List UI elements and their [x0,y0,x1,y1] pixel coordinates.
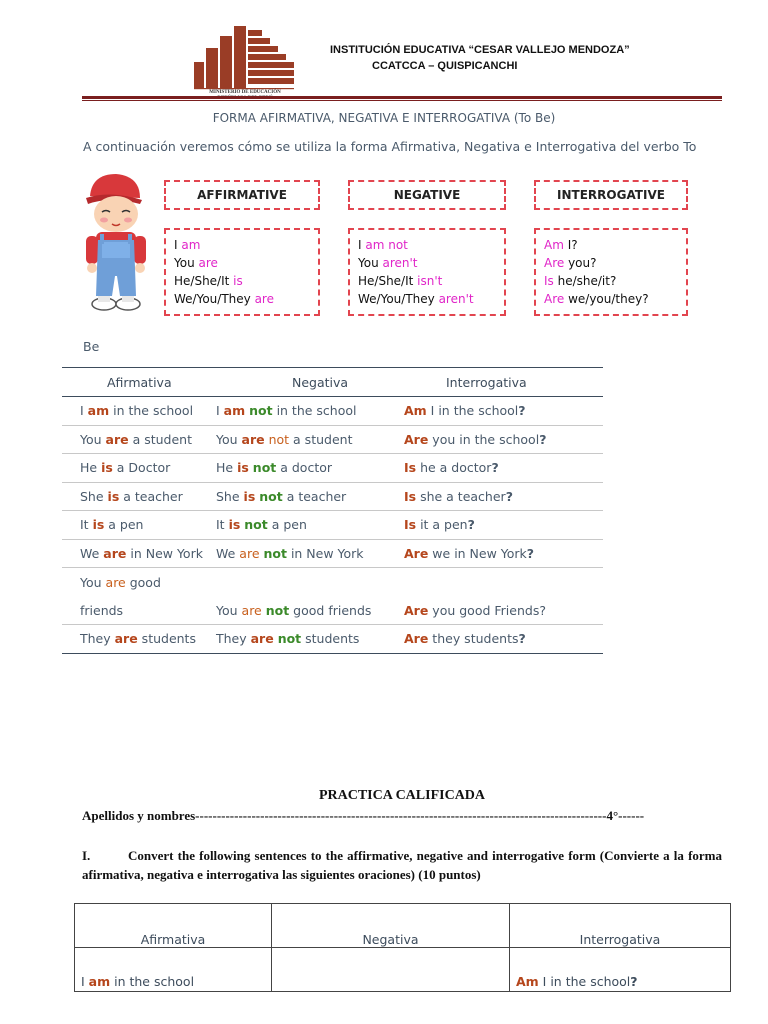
cell-afirmativa: You are good [80,574,161,590]
cell-interrogativa: Are they students? [404,625,603,654]
exercise-col-afirmativa: Afirmativa [75,904,272,948]
cell-interrogativa: Is it a pen? [404,511,603,540]
cell-negativa: You are not good friends [212,596,404,625]
cell-negativa: He is not a doctor [212,454,404,483]
cell-negativa: You are not a student [212,425,404,454]
illustration-interrogative-box: Am I? Are you? Is he/she/it? Are we/you/they? [534,228,688,316]
cell-afirmativa: friends [62,596,212,625]
exercise-col-negativa: Negativa [272,904,510,948]
exercise-cell-negativa[interactable] [272,948,510,992]
instruction-number: I. [82,848,91,863]
exercise-table [74,903,731,992]
school-name: INSTITUCIÓN EDUCATIVA “CESAR VALLEJO MENDOZA” [330,44,630,56]
illustration-affirmative-header: AFFIRMATIVE [164,180,320,210]
page-title: FORMA AFIRMATIVA, NEGATIVA E INTERROGATIVA (To Be) [212,111,556,125]
instruction-text: Convert the following sentences to the affirmative, negative and interrogative form (Convierte a la forma afirmativa, negativa e interrogativa las siguientes oraciones) (10 puntos) [82,848,722,882]
table-row [62,539,603,568]
intro-text-continued: Be [83,339,100,354]
table-row [62,425,603,454]
cell-interrogativa: Is he a doctor? [404,454,603,483]
cell-interrogativa: Are we in New York? [404,539,603,568]
cell-afirmativa: It is a pen [62,511,212,540]
exercise-table-header [75,904,731,948]
logo-caption-line1: MINISTERIO DE EDUCACIÓN [209,90,281,95]
kid-illustration [80,168,152,318]
exercise-cell-interrogativa: Am I in the school? [510,948,731,992]
illustration-interrogative-header: INTERROGATIVE [534,180,688,210]
cell-negativa: We are not in New York [212,539,404,568]
school-location: CCATCCA – QUISPICANCHI [372,60,518,72]
cell-interrogativa: Is she a teacher? [404,482,603,511]
cell-afirmativa: We are in New York [62,539,212,568]
cell-afirmativa: She is a teacher [62,482,212,511]
cell-afirmativa: He is a Doctor [62,454,212,483]
cell-afirmativa: They are students [62,625,212,654]
table-row [62,568,603,597]
header-rule [82,96,722,99]
illustration-negative-box: I am not You aren't He/She/It isn't We/You/They aren't [348,228,506,316]
col-header-afirmativa: Afirmativa [62,368,212,397]
grade-label: 4°------ [606,808,645,823]
name-blank[interactable]: ----------------------------------------------------------------------------------------------- [195,808,607,823]
intro-text: A continuación veremos cómo se utiliza la forma Afirmativa, Negativa e Interrogativa del verbo To [83,139,697,154]
cell-interrogativa: Are you in the school? [404,425,603,454]
cell-negativa: I am not in the school [212,397,404,426]
reference-table-header [62,368,603,397]
instruction [82,846,722,884]
table-row [62,625,603,654]
cell-negativa: She is not a teacher [212,482,404,511]
name-label: Apellidos y nombres [82,808,196,823]
table-row [62,511,603,540]
name-line [82,808,722,824]
exercise-col-interrogativa: Interrogativa [510,904,731,948]
cell-negativa: It is not a pen [212,511,404,540]
illustration-affirmative-box: I am You are He/She/It is We/You/They are [164,228,320,316]
illustration-negative-header: NEGATIVE [348,180,506,210]
table-row [62,596,603,625]
table-row [62,482,603,511]
cell-afirmativa: I am in the school [62,397,212,426]
cell-afirmativa: You are a student [62,425,212,454]
cell-negativa: They are not students [212,625,404,654]
table-row [62,454,603,483]
cell-interrogativa [404,568,603,597]
exercise-cell-afirmativa: I am in the school [75,948,272,992]
reference-table [62,367,603,654]
cell-interrogativa: Are you good Friends? [404,596,603,625]
col-header-interrogativa: Interrogativa [404,368,603,397]
col-header-negativa: Negativa [212,368,404,397]
practice-title: PRACTICA CALIFICADA [318,788,486,803]
header-rule-thin [82,100,722,101]
exercise-row [75,948,731,992]
cell-negativa [212,568,404,597]
cell-interrogativa: Am I in the school? [404,397,603,426]
table-row [62,397,603,426]
